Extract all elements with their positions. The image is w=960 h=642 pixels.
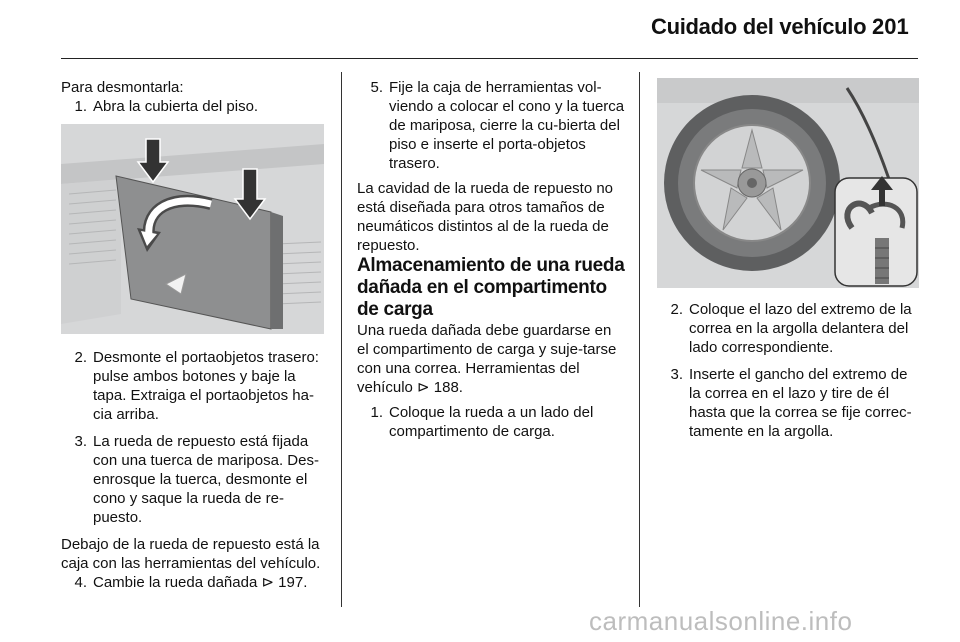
step-text: Cambie la rueda dañada ⊳ 197.	[93, 574, 308, 591]
step-1b	[357, 403, 625, 441]
page-number: 201	[872, 14, 909, 39]
section-body: Una rueda dañada debe guardarse en el compartimento de carga y suje-tarse con una correa. Herramientas del vehículo ⊳ 188.	[357, 322, 617, 396]
step-number: 3.	[670, 366, 683, 383]
step-text: Fije la caja de herramientas vol-viendo a colocar el cono y la tuerca de mariposa, cierre la cu-bierta del piso e inserte el porta-objetos trasero.	[389, 79, 625, 172]
step-4	[61, 573, 326, 592]
step-number: 2.	[74, 349, 87, 366]
step-2	[61, 348, 326, 424]
step-text: Coloque la rueda a un lado del compartimento de carga.	[389, 404, 594, 440]
step-text: Abra la cubierta del piso.	[93, 98, 259, 115]
column-divider-1	[341, 72, 342, 607]
step-text: Desmonte el portaobjetos trasero: pulse ambos botones y baje la tapa. Extraiga el portaobjetos ha-cia arriba.	[93, 349, 319, 423]
step-2b	[657, 300, 922, 357]
section-title: Almacenamiento de una rueda dañada en el compartimento de carga	[357, 255, 625, 320]
step-number: 3.	[74, 433, 87, 450]
header-divider	[61, 58, 918, 59]
column-divider-2	[639, 72, 640, 607]
step-3-note: Debajo de la rueda de repuesto está la caja con las herramientas del vehículo.	[61, 536, 321, 572]
column-3	[657, 300, 922, 449]
step-3	[61, 432, 326, 527]
step-3b	[657, 365, 922, 441]
step-number: 2.	[670, 301, 683, 318]
step-number: 1.	[370, 404, 383, 421]
page-title: Cuidado del vehículo	[651, 14, 867, 39]
spare-wheel-illustration	[657, 78, 919, 288]
step-text: Inserte el gancho del extremo de la correa en el lazo y tire de él hasta que la correa se fije correc-tamente en la argolla.	[689, 366, 912, 440]
column-1	[61, 78, 326, 600]
intro-text: Para desmontarla:	[61, 79, 184, 96]
floor-cover-diagram	[61, 124, 324, 334]
column-2	[357, 78, 625, 449]
step-number: 4.	[74, 574, 87, 591]
watermark: carmanualsonline.info	[589, 606, 853, 636]
step-number: 5.	[370, 79, 383, 96]
step-text: Coloque el lazo del extremo de la correa en la argolla delantera del lado correspondiente.	[689, 301, 912, 356]
step-number: 1.	[74, 98, 87, 115]
step-5	[357, 78, 625, 173]
step-text: La rueda de repuesto está fijada con una tuerca de mariposa. Des-enrosque la tuerca, desmonte el cono y saque la rueda de re-puesto.	[93, 433, 319, 526]
step-1	[61, 97, 326, 116]
note-text: La cavidad de la rueda de repuesto no está diseñada para otros tamaños de neumáticos distintos al de la rueda de repuesto.	[357, 180, 614, 254]
cargo-floor-illustration	[61, 124, 324, 334]
wheel-strap-diagram	[657, 78, 919, 288]
